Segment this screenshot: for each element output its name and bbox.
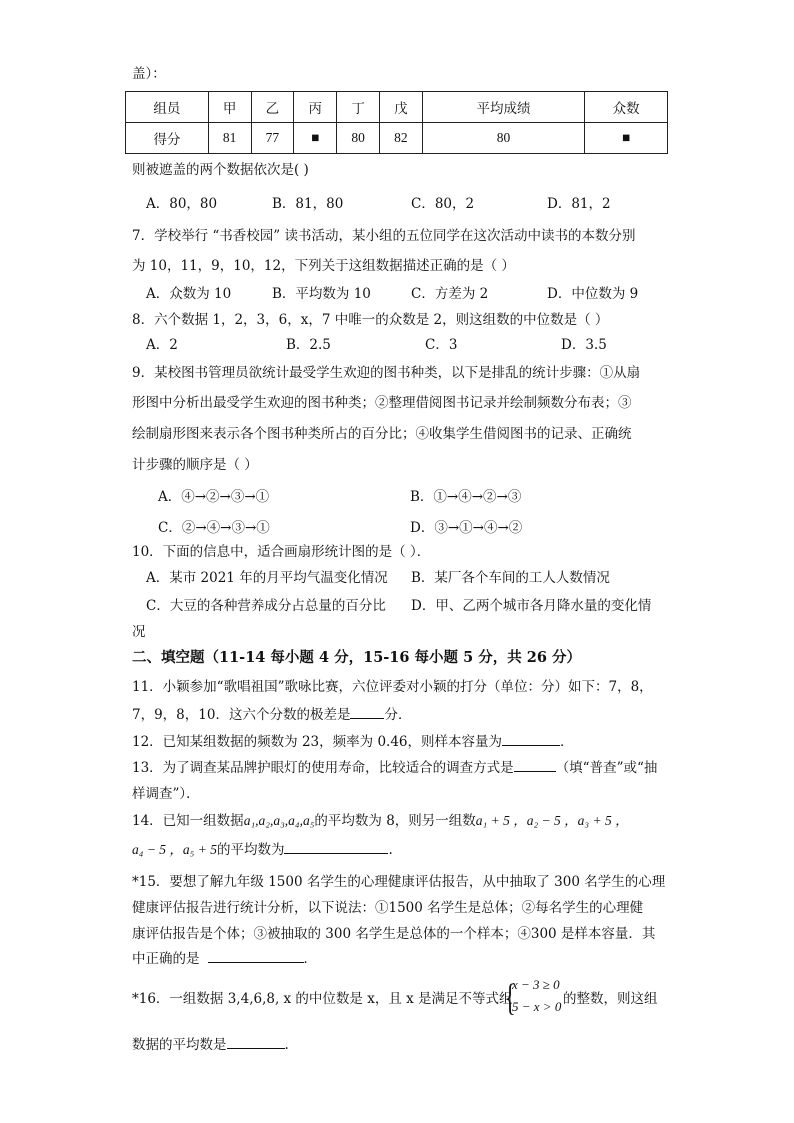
answer-blank[interactable] bbox=[350, 704, 384, 719]
q9-line4: 计步骤的顺序是（ ） bbox=[132, 457, 258, 473]
q13-line1 bbox=[132, 757, 657, 778]
q13-text: 13．为了调查某品牌护眼灯的使用寿命，比较适合的调查方式是 bbox=[132, 760, 514, 776]
q16-line1a: *16．一组数据 3,4,6,8, x 的中位数是 x，且 x 是满足不等式组 bbox=[132, 991, 513, 1007]
q14-line1 bbox=[132, 811, 629, 831]
q14-text: 14．已知一组数据 bbox=[132, 813, 244, 829]
table-header-row bbox=[126, 92, 668, 123]
q10-option-d: D．甲、乙两个城市各月降水量的变化情 bbox=[411, 598, 652, 614]
q11-text: 7，9，8，10．这六个分数的极差是 bbox=[132, 707, 351, 723]
intro-tail: 盖）： bbox=[132, 66, 166, 82]
q6-option-a: A．80，80 bbox=[146, 196, 218, 212]
q10-stem: 10．下面的信息中，适合画扇形统计图的是（ ）． bbox=[132, 544, 431, 560]
q14-text: . bbox=[388, 842, 393, 858]
table-cell: 丙 bbox=[294, 92, 337, 123]
q14-text: 的平均数为 8，则另一组数 bbox=[314, 813, 476, 829]
q11-text: 分． bbox=[384, 707, 412, 723]
q11-line1: 11．小颖参加“歌唱祖国”歌咏比赛，六位评委对小颖的打分（单位：分）如下：7，8， bbox=[132, 679, 653, 695]
table-cell: 戊 bbox=[380, 92, 423, 123]
q14-vars: a₁,a₂,a₃,a₄,a₅ bbox=[243, 813, 315, 828]
q11-line2 bbox=[132, 704, 411, 725]
table-cell: 81 bbox=[208, 123, 251, 154]
q7-option-d: D．中位数为 9 bbox=[547, 286, 639, 302]
q14-text: 的平均数为 bbox=[216, 842, 285, 858]
q9-option-b: B．①→④→②→③ bbox=[410, 489, 522, 505]
q13-line2: 样调查”）． bbox=[132, 786, 200, 802]
q9-option-d: D．③→①→④→② bbox=[410, 520, 523, 536]
q12-line bbox=[132, 731, 574, 752]
q6-option-d: D．81，2 bbox=[547, 196, 611, 212]
table-cell: 丁 bbox=[337, 92, 380, 123]
q16-line2 bbox=[132, 1034, 289, 1055]
table-cell: 得分 bbox=[126, 123, 209, 154]
table-cell: 平均成绩 bbox=[422, 92, 584, 123]
q16-text: . bbox=[284, 1037, 289, 1053]
q10-option-c: C．大豆的各种营养成分占总量的百分比 bbox=[146, 598, 386, 614]
brace-icon: { bbox=[504, 977, 516, 1019]
q9-option-a: A．④→②→③→① bbox=[158, 489, 270, 505]
q8-stem: 8．六个数据 1，2，3，6，x，7 中唯一的众数是 2，则这组数的中位数是（ ） bbox=[132, 312, 609, 328]
q15-line1: *15．要想了解九年级 1500 名学生的心理健康评估报告，从中抽取了 300 名学生的心理 bbox=[132, 874, 666, 890]
q10-option-a: A．某市 2021 年的月平均气温变化情况 bbox=[146, 570, 388, 586]
inequality-2: 5 − x > 0 bbox=[512, 999, 562, 1014]
answer-blank[interactable] bbox=[502, 731, 560, 746]
q8-option-c: C．3 bbox=[425, 337, 458, 353]
q7-line2: 为 10，11，9，10，12，下列关于这组数据描述正确的是（ ） bbox=[132, 258, 515, 274]
answer-blank[interactable] bbox=[227, 1034, 285, 1049]
table-cell: 77 bbox=[251, 123, 294, 154]
q15-line4 bbox=[132, 948, 317, 969]
q8-option-a: A．2 bbox=[146, 337, 178, 353]
table-cell: 82 bbox=[380, 123, 423, 154]
q9-line3: 绘制扇形图来表示各个图书种类所占的百分比；④收集学生借阅图书的记录、正确统 bbox=[132, 426, 632, 442]
table-cell: 乙 bbox=[251, 92, 294, 123]
q6-option-b: B．81，80 bbox=[272, 196, 344, 212]
q6-stem: 则被遮盖的两个数据依次是( ) bbox=[132, 162, 309, 178]
q10-option-b: B．某厂各个车间的工人人数情况 bbox=[411, 570, 610, 586]
q15-line2: 健康评估报告进行统计分析，以下说法：①1500 名学生是总体；②每名学生的心理健 bbox=[132, 900, 644, 916]
table-cell: 80 bbox=[422, 123, 584, 154]
q7-option-c: C．方差为 2 bbox=[411, 286, 489, 302]
q7-option-b: B．平均数为 10 bbox=[272, 286, 371, 302]
table-cell: 甲 bbox=[208, 92, 251, 123]
answer-blank[interactable] bbox=[514, 757, 556, 772]
table-cell: ■ bbox=[294, 123, 337, 154]
q9-line2: 形图中分析出最受学生欢迎的图书种类；②整理借阅图书记录并绘制频数分布表；③ bbox=[132, 395, 632, 411]
q14-line2 bbox=[132, 839, 393, 860]
q10-tail: 况 bbox=[132, 624, 146, 640]
answer-blank[interactable] bbox=[284, 839, 388, 854]
table-cell: 组员 bbox=[126, 92, 209, 123]
score-table bbox=[125, 91, 668, 154]
answer-blank[interactable] bbox=[208, 948, 304, 963]
table-cell: ■ bbox=[585, 123, 668, 154]
q14-terms: a₄ − 5 ，a₅ + 5 bbox=[132, 842, 217, 857]
q16-text: 数据的平均数是 bbox=[132, 1037, 227, 1053]
q16-line1b: 的整数，则这组 bbox=[563, 991, 658, 1007]
inequality-1: x − 3 ≥ 0 bbox=[512, 977, 560, 992]
q12-text: 12．已知某组数据的频数为 23，频率为 0.46，则样本容量为 bbox=[132, 734, 502, 750]
q6-option-c: C．80，2 bbox=[411, 196, 475, 212]
q7-line1: 7．学校举行 “书香校园” 读书活动，某小组的五位同学在这次活动中读书的本数分别 bbox=[132, 228, 636, 244]
q15-line3: 康评估报告是个体；③被抽取的 300 名学生是总体的一个样本；④300 是样本容量．其 bbox=[132, 926, 656, 942]
q8-option-b: B．2.5 bbox=[286, 337, 331, 353]
q7-option-a: A．众数为 10 bbox=[146, 286, 232, 302]
q9-option-c: C．②→④→③→① bbox=[158, 520, 270, 536]
q15-text: ． bbox=[303, 951, 317, 967]
table-cell: 80 bbox=[337, 123, 380, 154]
table-row bbox=[126, 123, 668, 154]
section-heading: 二、填空题（11-14 每小题 4 分，15-16 每小题 5 分，共 26 分） bbox=[132, 649, 581, 666]
q9-line1: 9．某校图书管理员欲统计最受学生欢迎的图书种类，以下是排乱的统计步骤：①从扇 bbox=[132, 365, 641, 381]
q13-text: （填“普查”或“抽 bbox=[555, 760, 658, 776]
table-cell: 众数 bbox=[585, 92, 668, 123]
q8-option-d: D．3.5 bbox=[561, 337, 607, 353]
q14-terms: a₁ + 5 ，a₂ − 5 ，a₃ + 5 ， bbox=[475, 813, 629, 828]
q15-text: 中正确的是 bbox=[132, 951, 200, 967]
q12-text: ． bbox=[560, 734, 574, 750]
